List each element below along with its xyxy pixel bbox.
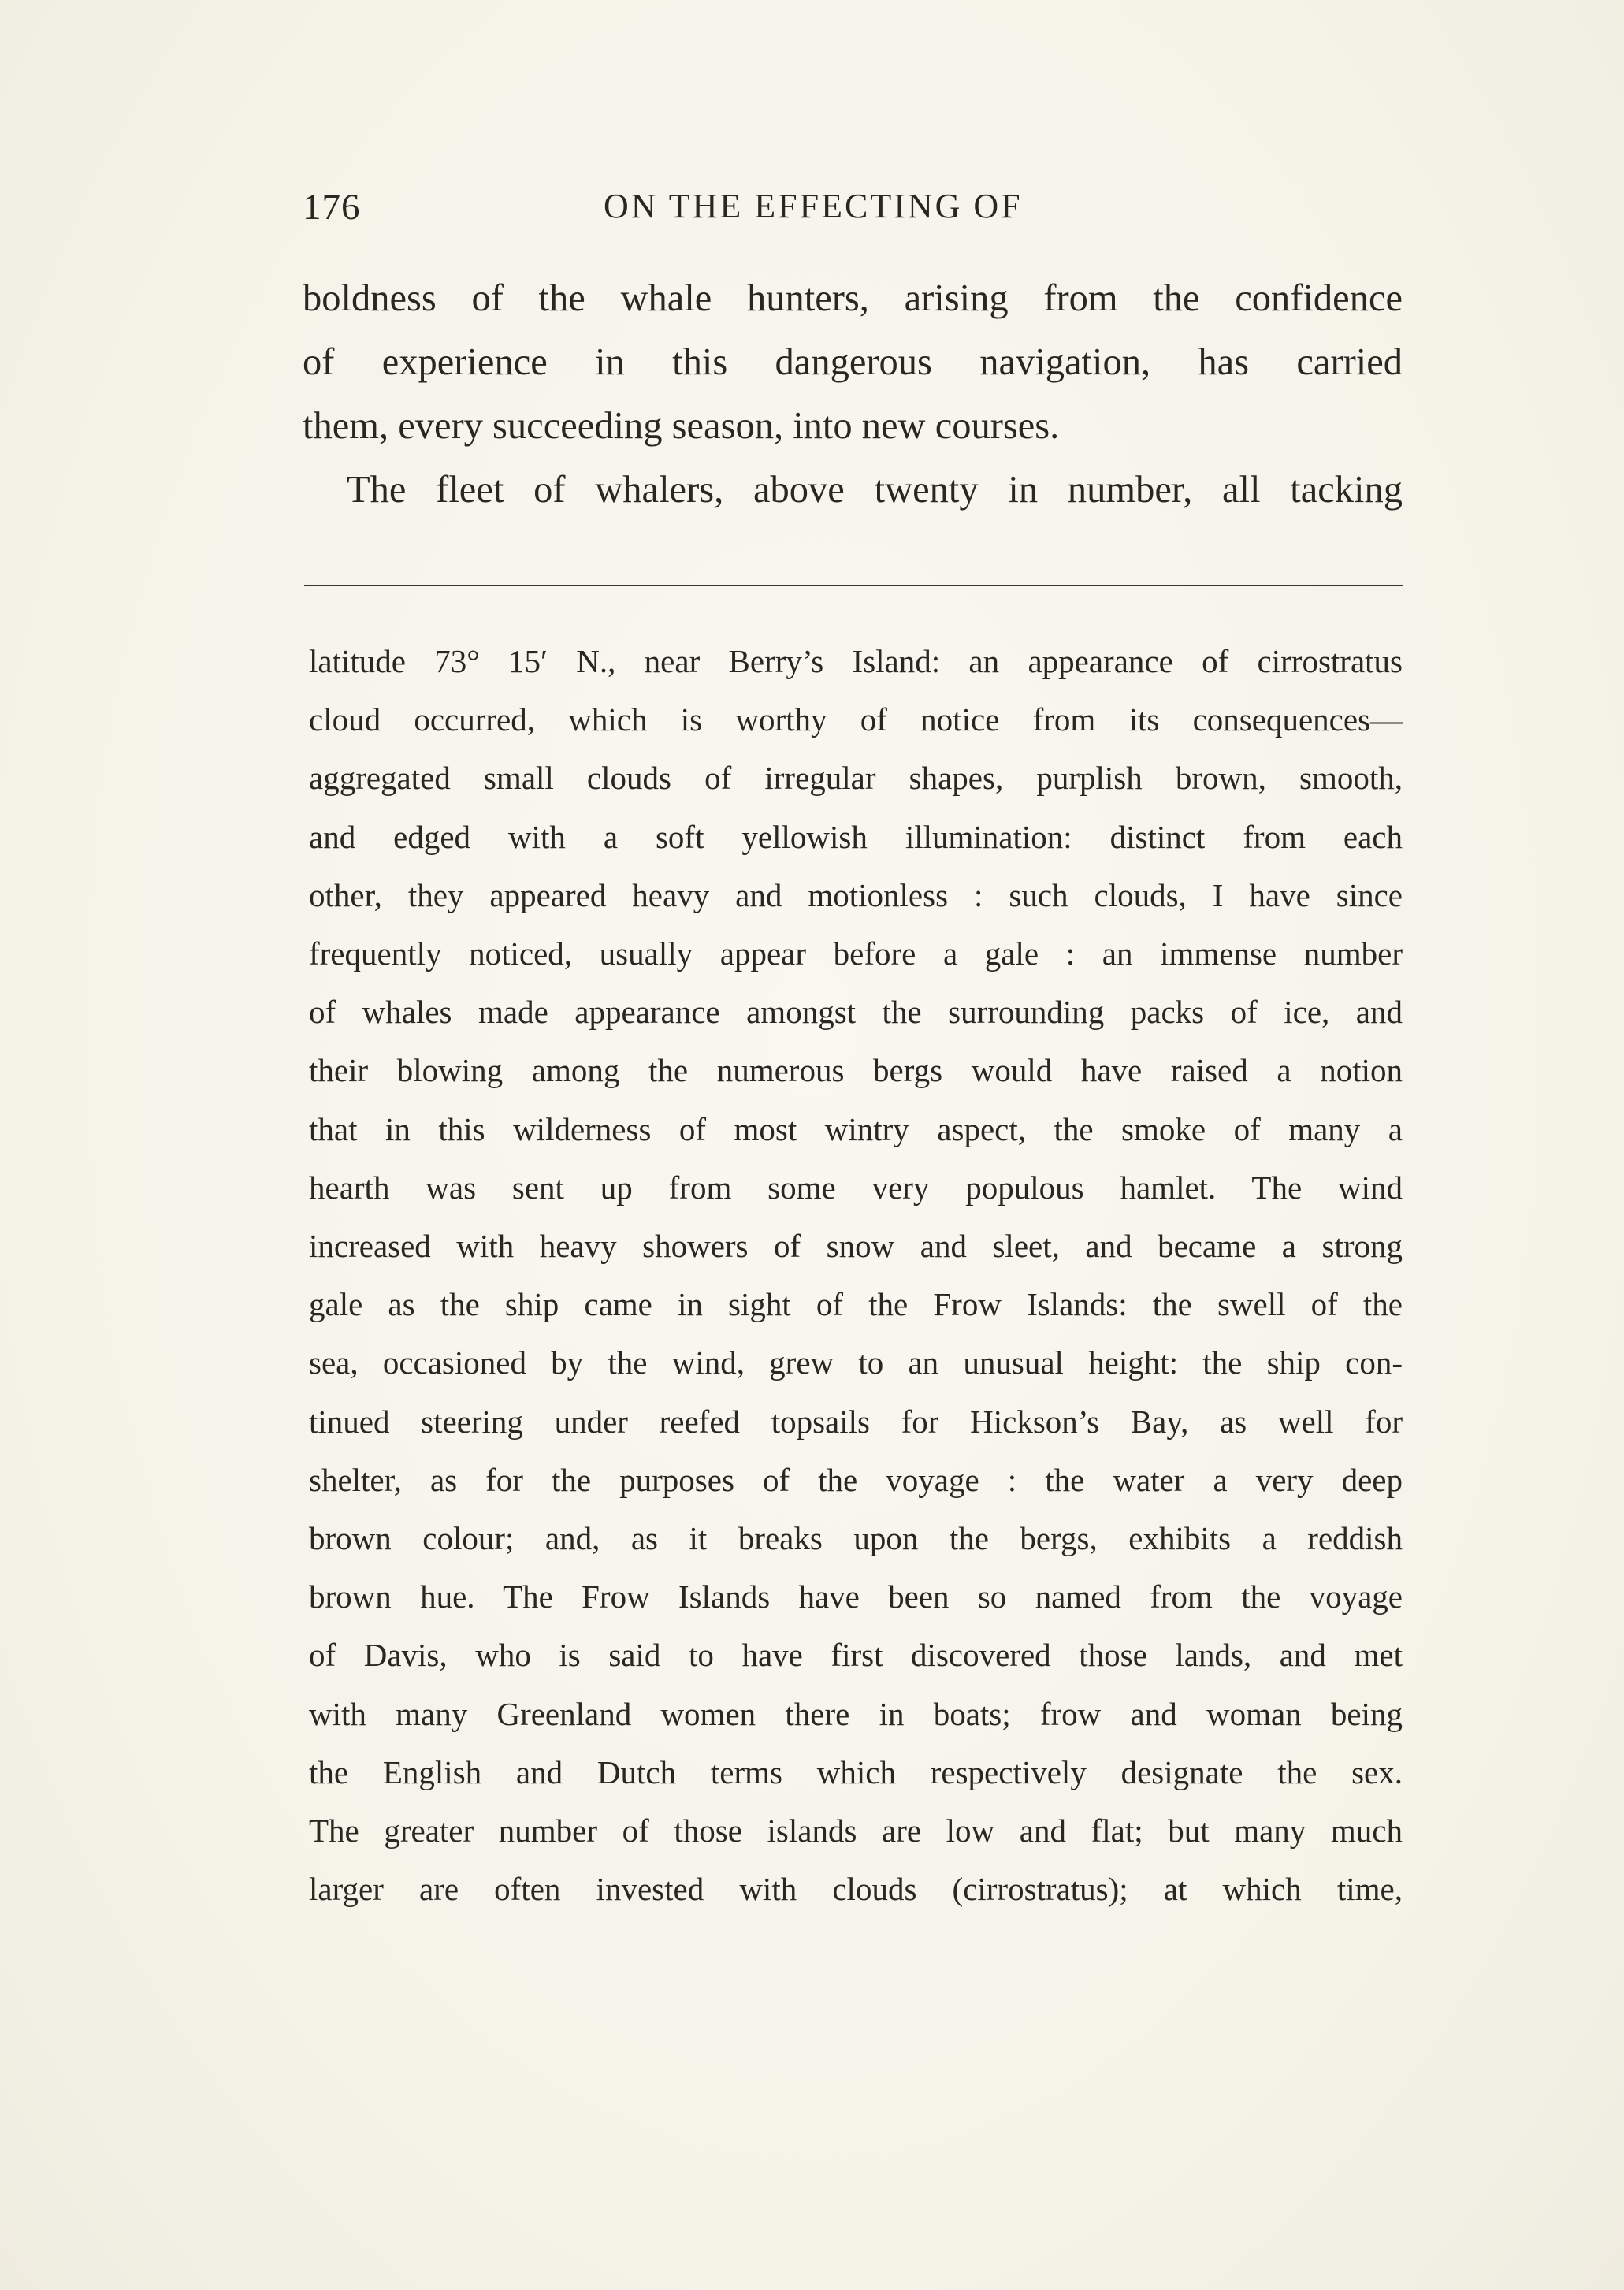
running-title: ON THE EFFECTING OF <box>604 187 1023 225</box>
body-line: them, every succeeding season, into new courses. <box>303 405 1060 447</box>
footnote-line: tinued steering under reefed topsails for Hickson’s Bay, as well for <box>309 1403 1403 1440</box>
footnote-line: that in this wilderness of most wintry aspect, the smoke of many a <box>309 1110 1403 1147</box>
footnote-line: cloud occurred, which is worthy of notice from its consequences— <box>309 701 1403 738</box>
footnote-line: other, they appeared heavy and motionless : such clouds, I have since <box>309 876 1403 913</box>
footnote-line: larger are often invested with clouds (cirrostratus); at which time, <box>309 1871 1403 1908</box>
footnote-line: gale as the ship came in sight of the Frow Islands: the swell of the <box>309 1286 1403 1323</box>
body-text <box>303 266 1403 522</box>
footnote-line: their blowing among the numerous bergs would have raised a notion <box>309 1052 1403 1089</box>
footnote-line: increased with heavy showers of snow and sleet, and became a strong <box>309 1228 1403 1265</box>
footnote-line: of whales made appearance amongst the surrounding packs of ice, and <box>309 994 1403 1031</box>
body-line: of experience in this dangerous navigation, has carried <box>303 341 1403 383</box>
footnote-line: and edged with a soft yellowish illumination: distinct from each <box>309 818 1403 855</box>
body-line: boldness of the whale hunters, arising from the confidence <box>303 277 1403 319</box>
footnote-line: of Davis, who is said to have first discovered those lands, and met <box>309 1637 1403 1674</box>
page-number: 176 <box>303 187 361 228</box>
footnote-rule <box>304 585 1403 586</box>
footnote-line: the English and Dutch terms which respectively designate the sex. <box>309 1753 1403 1790</box>
footnote-line: frequently noticed, usually appear before a gale : an immense number <box>309 935 1403 972</box>
running-head <box>303 186 1406 241</box>
body-line: The fleet of whalers, above twenty in number, all tacking <box>347 469 1403 511</box>
footnote-line: shelter, as for the purposes of the voyage : the water a very deep <box>309 1461 1403 1498</box>
footnote-line: sea, occasioned by the wind, grew to an unusual height: the ship con- <box>309 1344 1403 1381</box>
footnote-line: The greater number of those islands are low and flat; but many much <box>309 1812 1403 1849</box>
footnote-text <box>309 632 1403 1918</box>
footnote-line: latitude 73° 15′ N., near Berry’s Island: an appearance of cirrostratus <box>309 643 1403 679</box>
footnote-line: with many Greenland women there in boats; frow and woman being <box>309 1695 1403 1732</box>
footnote-line: aggregated small clouds of irregular shapes, purplish brown, smooth, <box>309 760 1403 797</box>
footnote-line: brown hue. The Frow Islands have been so named from the voyage <box>309 1578 1403 1615</box>
footnote-line: brown colour; and, as it breaks upon the bergs, exhibits a reddish <box>309 1520 1403 1557</box>
footnote-line: hearth was sent up from some very populous hamlet. The wind <box>309 1169 1403 1206</box>
